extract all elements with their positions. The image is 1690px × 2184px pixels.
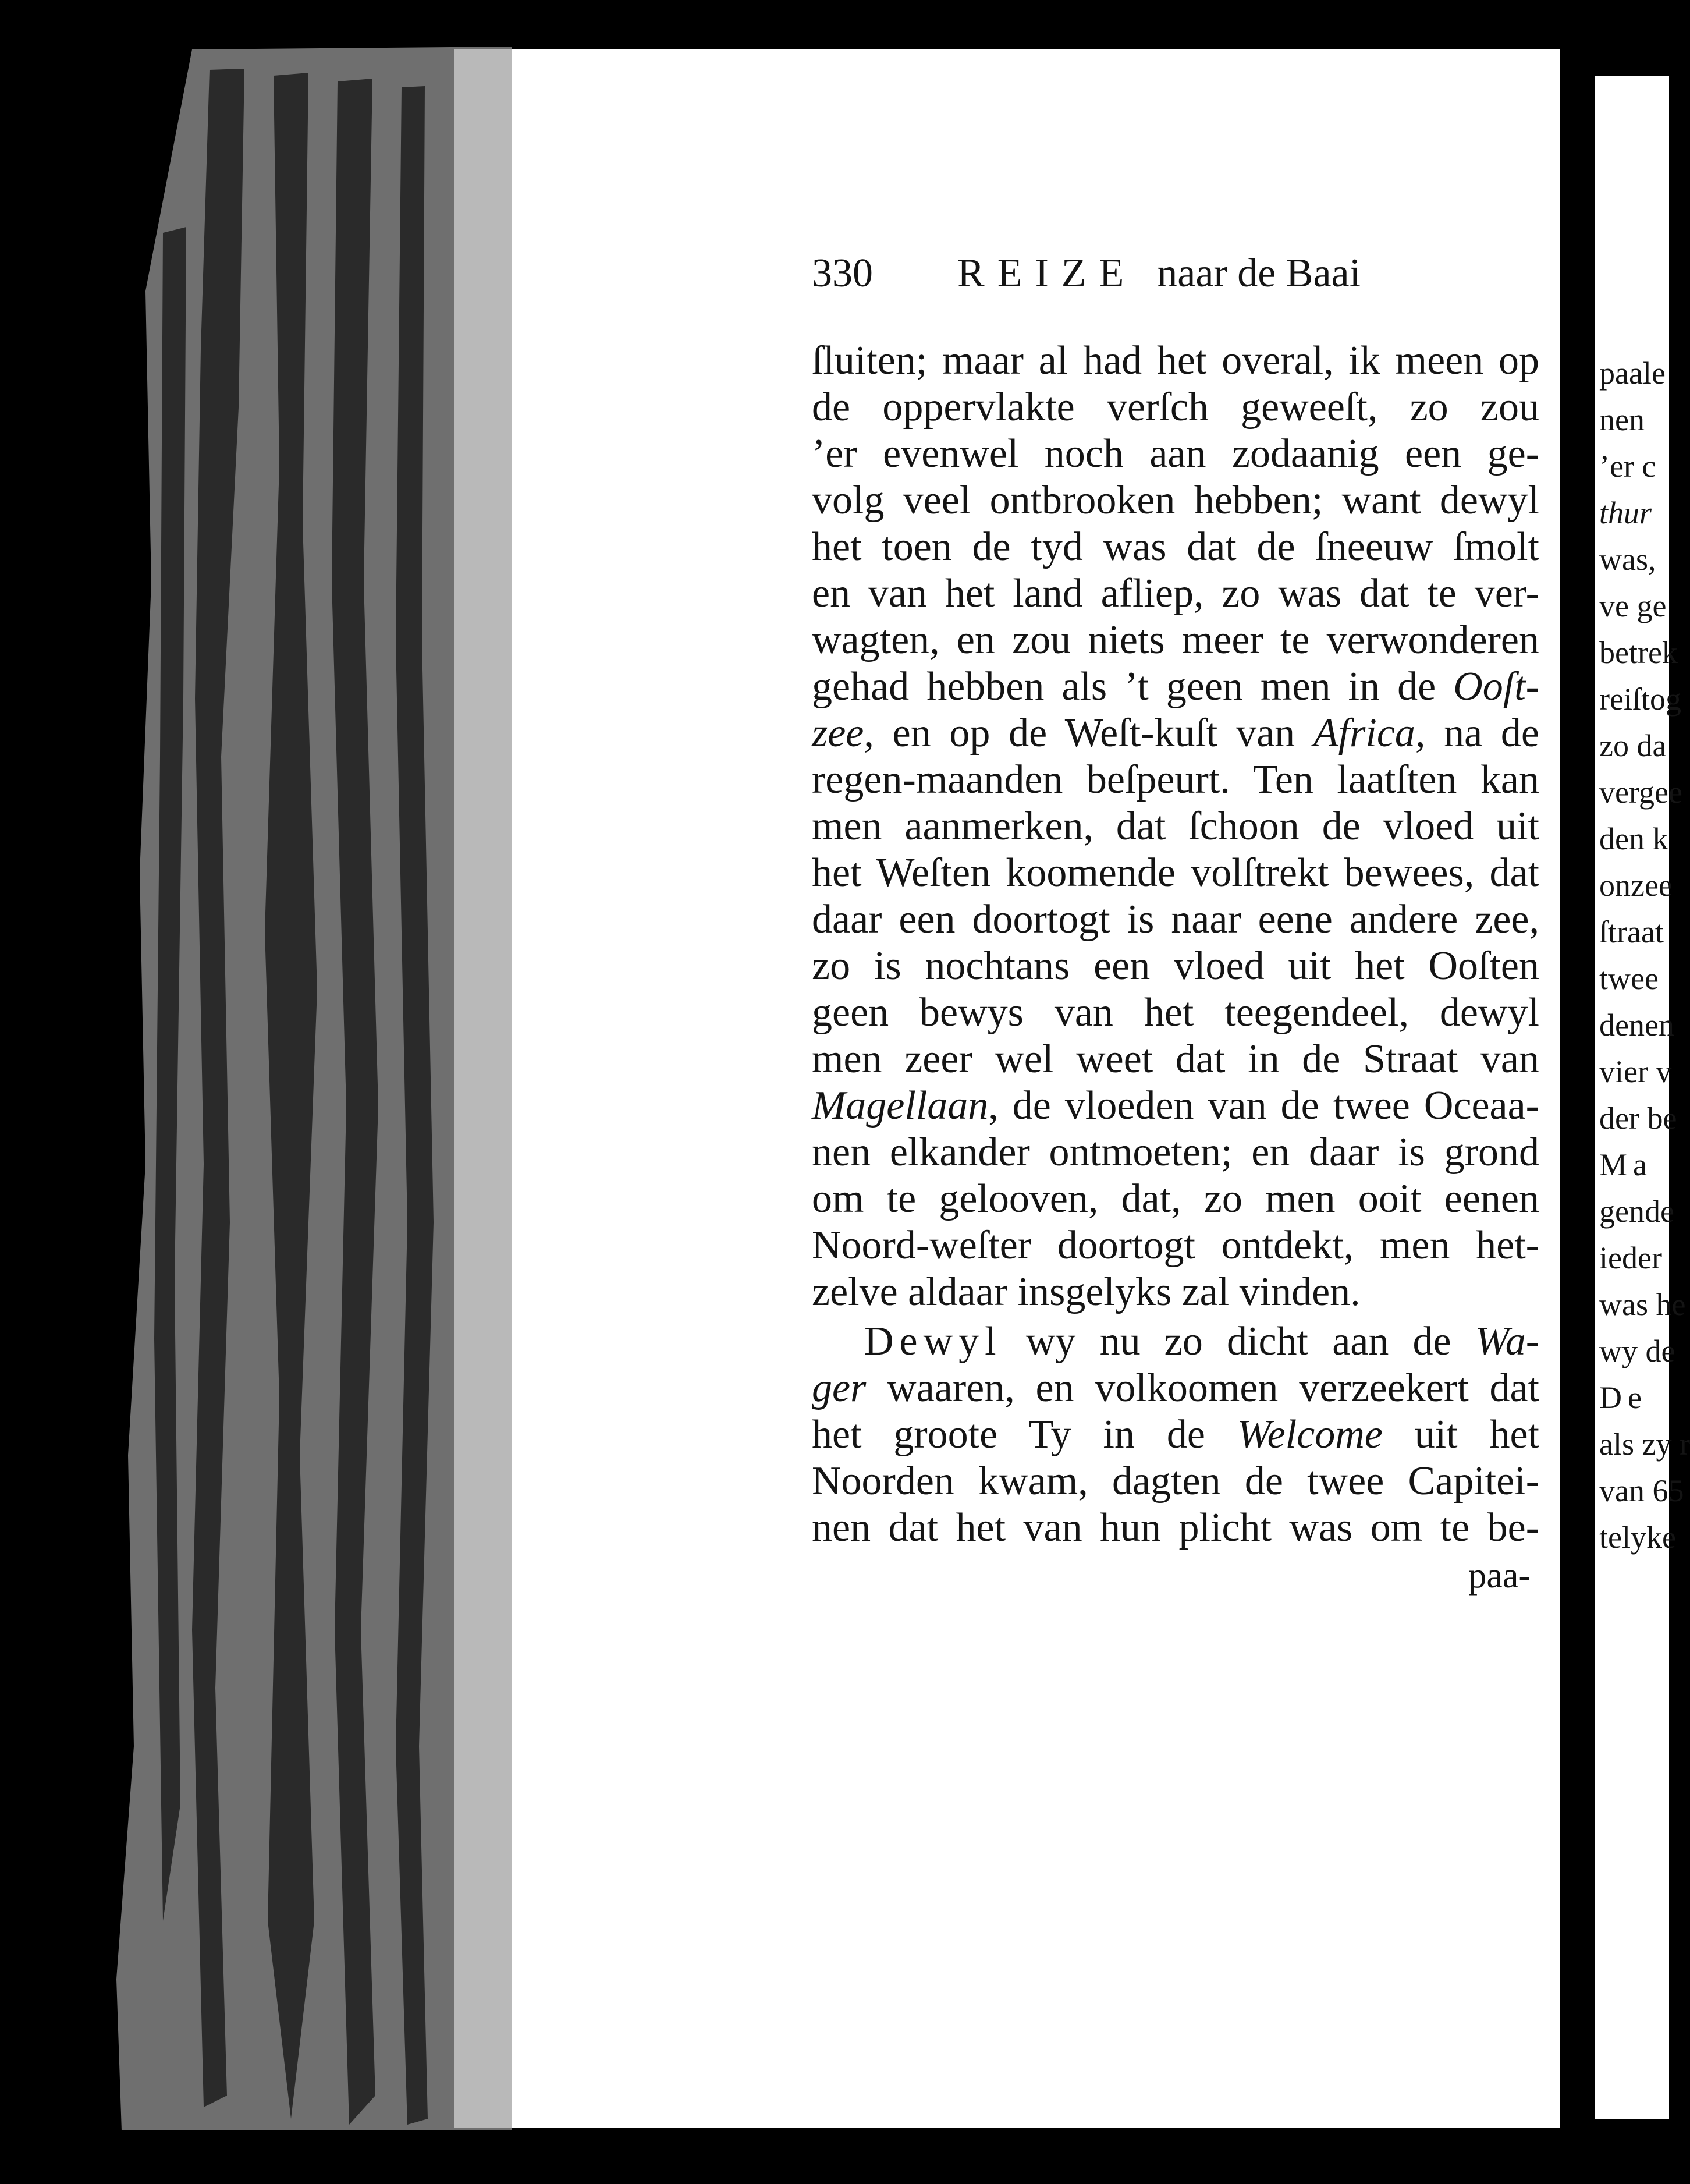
facing-page-fragment: vier v bbox=[1599, 1054, 1672, 1089]
facing-page-fragment: als zy r bbox=[1599, 1427, 1690, 1462]
facing-page-fragment: Ma bbox=[1599, 1147, 1653, 1182]
facing-page-fragment: betrek bbox=[1599, 635, 1678, 670]
text-span: , en op de Weſt-kuſt van bbox=[864, 711, 1295, 756]
facing-page-fragment: paale bbox=[1599, 356, 1666, 391]
facing-page-fragment: was he bbox=[1599, 1287, 1686, 1322]
running-title-main: REIZE bbox=[957, 251, 1137, 296]
facing-page-fragment: wy de bbox=[1599, 1334, 1675, 1368]
running-title bbox=[957, 250, 1361, 297]
italic-place-name: Magellaan bbox=[812, 1083, 989, 1128]
facing-page-fragment: gende bbox=[1599, 1194, 1674, 1229]
text-line-3: ’er evenwel noch aan zodaanig een ge- bbox=[812, 431, 1539, 476]
italic-place-name: Ooſt- bbox=[1453, 664, 1539, 709]
text-line-17 bbox=[812, 1083, 1539, 1129]
text-line-18: nen elkander ontmoeten; en daar is grond bbox=[812, 1130, 1539, 1175]
running-title-rest: naar de Baai bbox=[1157, 251, 1361, 296]
facing-page-fragment: reiſtog bbox=[1599, 682, 1681, 717]
text-span: gehad hebben als ’t geen men in de bbox=[812, 664, 1436, 709]
text-line-11: men aanmerken, dat ſchoon de vloed uit bbox=[812, 804, 1539, 849]
facing-page-fragment: twee bbox=[1599, 961, 1659, 996]
text-span: waaren, en volkoomen verzeekert dat bbox=[866, 1366, 1539, 1410]
text-span: wy nu zo dicht aan de bbox=[1002, 1319, 1451, 1364]
text-line-22 bbox=[864, 1318, 1539, 1365]
facing-page-fragment: De bbox=[1599, 1380, 1648, 1415]
text-line-7: wagten, en zou niets meer te verwonderen bbox=[812, 618, 1539, 662]
facing-page-fragment: onzee bbox=[1599, 868, 1673, 903]
facing-page-fragment: ’er c bbox=[1599, 449, 1656, 484]
text-line-5: het toen de tyd was dat de ſneeuw ſmolt bbox=[812, 524, 1539, 569]
text-line-25: Noorden kwam, dagten de twee Capitei- bbox=[812, 1459, 1539, 1504]
text-line-9 bbox=[812, 710, 1539, 757]
facing-page-fragment: den k bbox=[1599, 821, 1668, 856]
facing-page-fragment: was, bbox=[1599, 542, 1656, 577]
facing-page-fragment: denen bbox=[1599, 1008, 1674, 1043]
facing-page-fragment: ve ge bbox=[1599, 588, 1667, 623]
text-line-15: geen bewys van het teegendeel, dewyl bbox=[812, 990, 1539, 1035]
small-caps-word: Dewyl bbox=[864, 1319, 1002, 1364]
text-span: uit het bbox=[1382, 1412, 1539, 1457]
text-span: , de vloeden van de twee Oceaa- bbox=[988, 1083, 1539, 1128]
text-line-20: Noord-weſter doortogt ontdekt, men het- bbox=[812, 1223, 1539, 1268]
text-line-23 bbox=[812, 1365, 1539, 1412]
text-span: , na de bbox=[1415, 711, 1540, 756]
text-line-13: daar een doortogt is naar eene andere zee, bbox=[812, 897, 1539, 942]
text-line-4: volg veel ontbrooken hebben; want dewyl bbox=[812, 478, 1539, 523]
text-line-12: het Weſten koomende volſtrekt bewees, dat bbox=[812, 850, 1539, 895]
facing-page-fragment: nen bbox=[1599, 402, 1645, 437]
text-line-2: de oppervlakte verſch geweeſt, zo zou bbox=[812, 385, 1539, 430]
text-line-21: zelve aldaar insgelyks zal vinden. bbox=[812, 1270, 1361, 1314]
page-number: 330 bbox=[812, 251, 873, 296]
italic-place-name: Welcome bbox=[1237, 1412, 1383, 1457]
facing-page-fragment: telyke bbox=[1599, 1520, 1676, 1555]
text-line-14: zo is nochtans een vloed uit het Ooſten bbox=[812, 944, 1539, 988]
italic-place-name: Africa bbox=[1313, 711, 1415, 756]
italic-place-name: Wa- bbox=[1475, 1319, 1540, 1364]
text-line-26: nen dat het van hun plicht was om te be- bbox=[812, 1505, 1539, 1550]
text-line-24 bbox=[812, 1412, 1539, 1458]
text-line-16: men zeer wel weet dat in de Straat van bbox=[812, 1037, 1539, 1082]
text-line-1: ſluiten; maar al had het overal, ik meen op bbox=[812, 338, 1539, 383]
running-head bbox=[812, 250, 1423, 303]
facing-page-fragment: thur bbox=[1599, 495, 1652, 530]
text-line-6: en van het land afliep, zo was dat te ver- bbox=[812, 571, 1539, 616]
text-line-19: om te gelooven, dat, zo men ooit eenen bbox=[812, 1176, 1539, 1221]
text-line-8 bbox=[812, 664, 1539, 710]
italic-place-name: zee bbox=[812, 711, 864, 756]
facing-page-fragment: zo da bbox=[1599, 728, 1667, 763]
italic-place-name: ger bbox=[812, 1366, 867, 1410]
facing-page-fragment: van 65 bbox=[1599, 1473, 1684, 1508]
text-line-10: regen-maanden beſpeurt. Ten laatſten kan bbox=[812, 757, 1539, 802]
catchword: paa- bbox=[1468, 1556, 1531, 1596]
facing-page-fragment: vergee bbox=[1599, 775, 1682, 810]
facing-page-fragment: ſtraat bbox=[1599, 914, 1664, 949]
facing-page-fragment: ieder bbox=[1599, 1240, 1662, 1275]
text-span: het groote Ty in de bbox=[812, 1412, 1205, 1457]
facing-page-fragment: der be bbox=[1599, 1101, 1677, 1136]
